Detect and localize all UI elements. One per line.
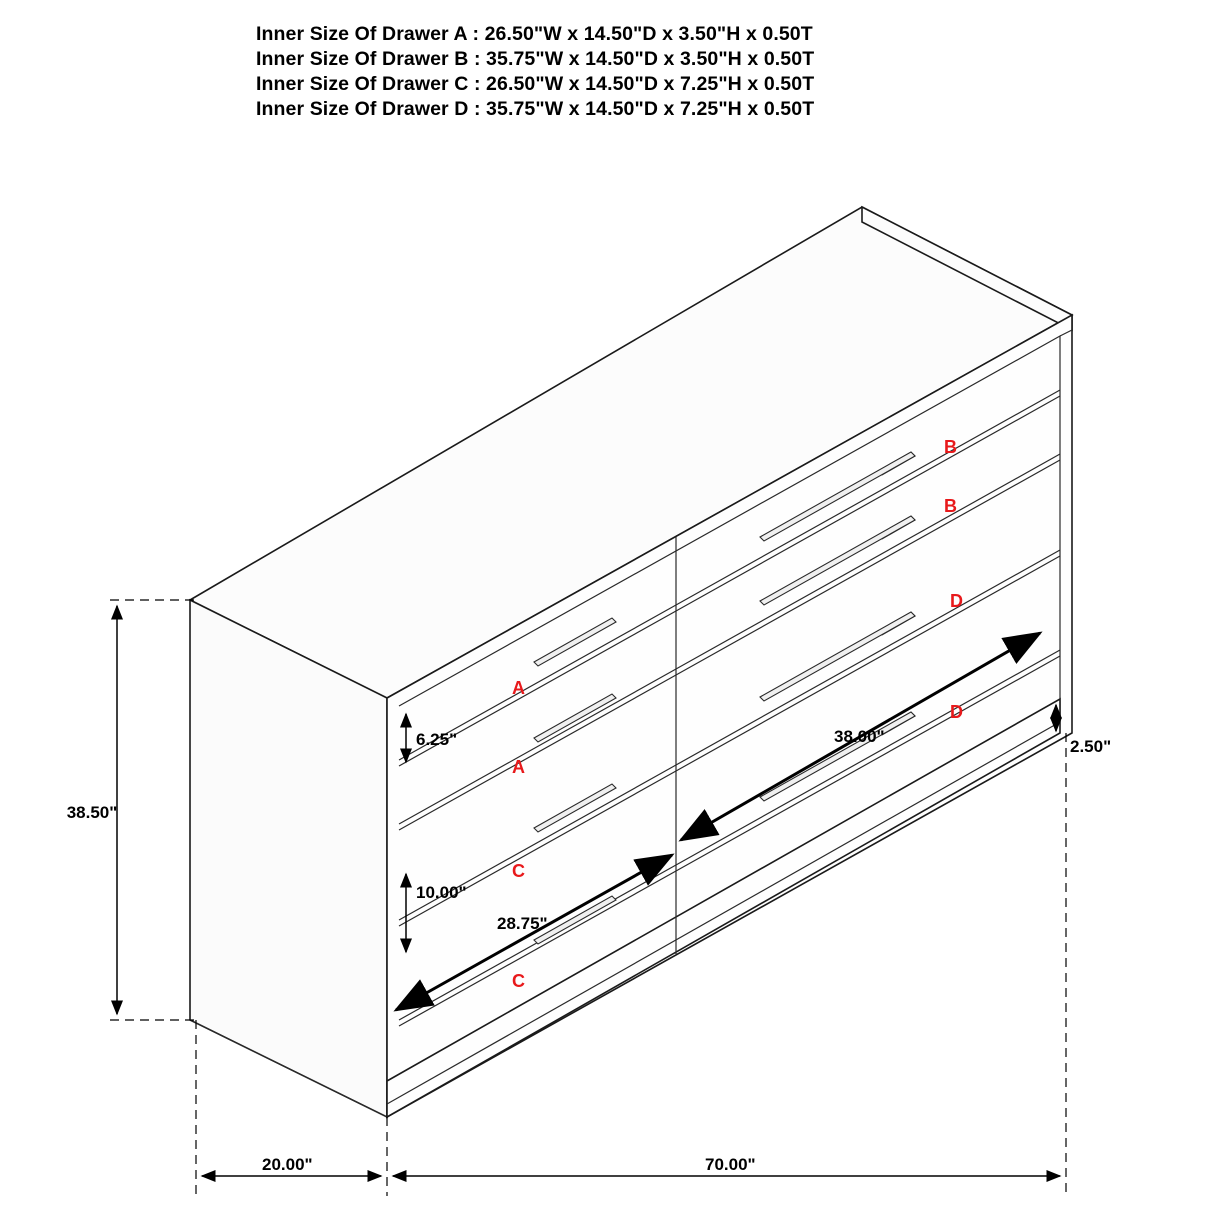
drawer-letter-c-top: C [512, 861, 525, 881]
spec-line-d: Inner Size Of Drawer D : 35.75"W x 14.50"D x 7.25"H x 0.50T [256, 98, 815, 120]
spec-line-a: Inner Size Of Drawer A : 26.50"W x 14.50"D x 3.50"H x 0.50T [256, 23, 813, 45]
drawer-letter-a-second: A [512, 757, 525, 777]
spec-line-c: Inner Size Of Drawer C : 26.50"W x 14.50"D x 7.25"H x 0.50T [256, 73, 815, 95]
dimension-overall-height [67, 600, 196, 1020]
spec-line-b: Inner Size Of Drawer B : 35.75"W x 14.50"D x 3.50"H x 0.50T [256, 48, 815, 70]
label-depth: 20.00" [262, 1155, 313, 1174]
label-overall-height: 38.50" [66, 803, 118, 822]
drawer-letter-a-top: A [512, 678, 525, 698]
label-wide-drawer-width: 38.00" [834, 727, 885, 746]
label-narrow-drawer-width: 28.75" [497, 914, 548, 933]
label-small-drawer-height: 6.25" [416, 730, 458, 749]
dimension-depth [202, 1155, 381, 1176]
drawer-letter-b-second: B [944, 496, 957, 516]
drawer-letter-d-second: D [950, 702, 963, 722]
drawer-letter-c-second: C [512, 971, 525, 991]
dimension-width [393, 1155, 1060, 1176]
drawer-letter-d-top: D [950, 591, 963, 611]
drawer-letter-b-top: B [944, 437, 957, 457]
label-width: 70.00" [705, 1155, 756, 1174]
label-plinth-height: 2.50" [1070, 737, 1112, 756]
label-large-drawer-height: 10.00" [416, 883, 467, 902]
